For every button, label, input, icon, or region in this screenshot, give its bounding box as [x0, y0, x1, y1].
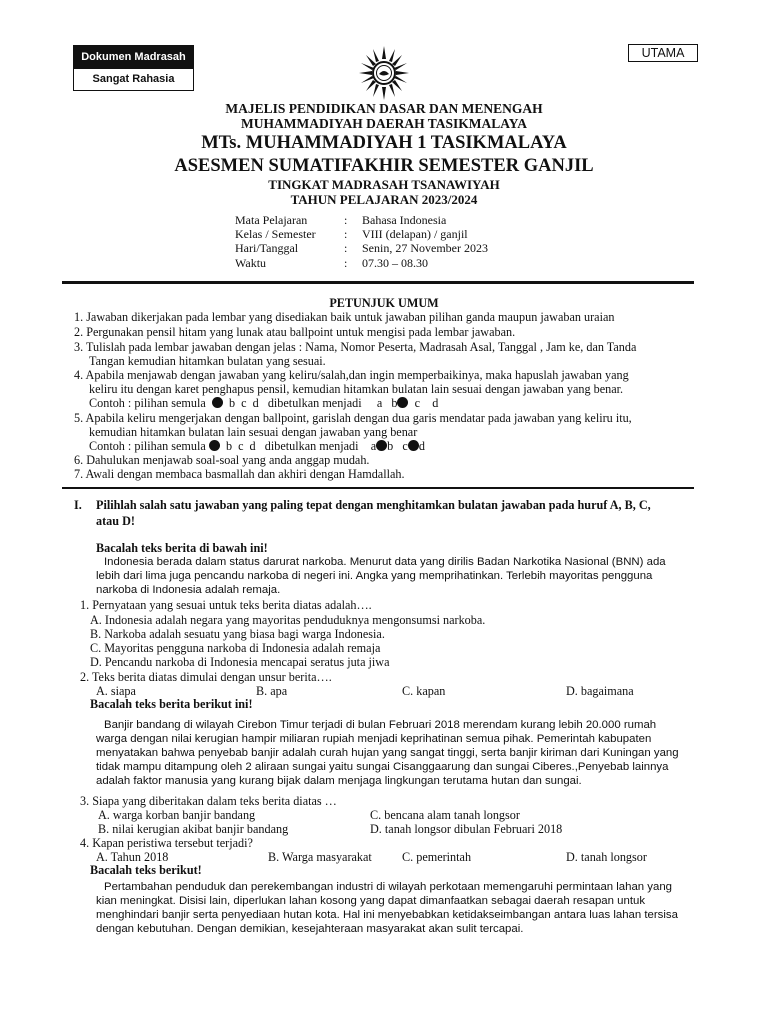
- exam-info: [235, 213, 488, 270]
- instructions-title: PETUNJUK UMUM: [329, 296, 439, 310]
- question-2: 2. Teks berita diatas dimulai dengan unsur berita….: [80, 670, 332, 684]
- option-4a[interactable]: A. Tahun 2018: [96, 850, 169, 864]
- option-1b[interactable]: B. Narkoba adalah sesuatu yang biasa bagi warga Indonesia.: [90, 627, 385, 641]
- option-3a[interactable]: A. warga korban banjir bandang: [98, 808, 256, 822]
- exam-title: ASESMEN SUMATIFAKHIR SEMESTER GANJIL: [174, 156, 594, 176]
- passage-2-line: menyatakan bahwa penyebab banjir adalah curah hujan yang sangat tinggi, serta banjir kiriman dari Kuningan yang: [96, 747, 679, 759]
- header-line1: MAJELIS PENDIDIKAN DASAR DAN MENENGAH: [225, 101, 543, 116]
- instruction-4-cont: keliru itu dengan karet penghapus pensil, kemudian hitamkan bulatan lain sesuai dengan jawaban yang benar.: [89, 382, 624, 396]
- passage-2-line: adalah faktor manusia yang kurang bijak dalam menjaga lingkungan terutama hutan dan sungai.: [96, 775, 582, 787]
- level-title: TINGKAT MADRASAH TSANAWIYAH: [268, 177, 500, 192]
- section-number: I.: [74, 498, 82, 512]
- passage-3-line: kian meningkat. Disisi lain, diperlukan lahan kosong yang dapat dimanfaatkan sebagai daerah resapan untuk: [96, 895, 646, 907]
- passage-3-line: Pertambahan penduduk dan perekembangan industri di wilayah perkotaan memengaruhi permintaan lahan yang: [104, 881, 673, 893]
- option-4b[interactable]: B. Warga masyarakat: [268, 850, 372, 864]
- instruction-3: 3. Tulislah pada lembar jawaban dengan jelas : Nama, Nomor Peserta, Madrasah Asal, Tanggal , Jam ke, dan Tanda: [74, 340, 637, 354]
- reading-prompt-3: Bacalah teks berikut!: [90, 863, 202, 877]
- passage-3-line: menghindari banjir serta penyediaan hutan kota. Hal ini menyebabkan ketidakseimbangan antara luas lahan tersisa: [96, 909, 678, 921]
- passage-2-line: Banjir bandang di wilayah Cirebon Timur terjadi di bulan Februari 2018 merendam kurang lebih 20.000 rumah: [104, 719, 657, 731]
- passage-2-line: tidak mampu ditampung oleh 2 aliraan sungai yaitu sungai Cisanggaarung dan sungai Ciberes.,Penyebab lainnya: [96, 761, 669, 773]
- instruction-7: 7. Awali dengan membaca basmallah dan akhiri dengan Hamdallah.: [74, 467, 405, 481]
- option-4d[interactable]: D. tanah longsor: [566, 850, 647, 864]
- divider: [62, 487, 694, 489]
- info-row: Kelas / Semester : VIII (delapan) / ganjil: [235, 227, 468, 242]
- instruction-6: 6. Dahulukan menjawab soal-soal yang anda anggap mudah.: [74, 453, 370, 467]
- section-instruction-cont: atau D!: [96, 514, 135, 528]
- passage-2-line: warga dengan nilai kerugian hampir miliaran rupiah menjadi keprihatinan semua pihak. Pemerintah kabupaten: [96, 733, 652, 745]
- instruction-3-cont: Tangan kemudian hitamkan bulatan yang sesuai.: [89, 354, 326, 368]
- divider: [62, 281, 694, 284]
- option-1a[interactable]: A. Indonesia adalah negara yang mayoritas penduduknya mengonsumsi narkoba.: [90, 613, 486, 627]
- option-1c[interactable]: C. Mayoritas pengguna narkoba di Indonesia adalah remaja: [90, 641, 381, 655]
- filled-bubble-icon: [408, 440, 419, 451]
- filled-bubble-icon: [376, 440, 387, 451]
- header-line2: MUHAMMADIYAH DAERAH TASIKMALAYA: [240, 116, 528, 131]
- option-2a[interactable]: A. siapa: [96, 684, 136, 698]
- question-4: 4. Kapan peristiwa tersebut terjadi?: [80, 836, 253, 850]
- option-4c[interactable]: C. pemerintah: [402, 850, 472, 864]
- reading-prompt-1: Bacalah teks berita di bawah ini!: [96, 541, 268, 555]
- filled-bubble-icon: [212, 397, 223, 408]
- filled-bubble-icon: [209, 440, 220, 451]
- option-3b[interactable]: B. nilai kerugian akibat banjir bandang: [98, 822, 289, 836]
- instruction-5-example: Contoh : pilihan semula b c d dibetulkan menjadi a b c d: [89, 439, 425, 453]
- reading-prompt-2: Bacalah teks berita berikut ini!: [90, 697, 253, 711]
- filled-bubble-icon: [397, 397, 408, 408]
- instruction-1: 1. Jawaban dikerjakan pada lembar yang disediakan baik untuk jawaban pilihan ganda maupun jawaban uraian: [74, 310, 615, 324]
- section-instruction: Pilihlah salah satu jawaban yang paling tepat dengan menghitamkan bulatan jawaban pada huruf A, B, C,: [96, 498, 651, 512]
- passage-1-line: narkoba di Indonesia adalah remaja.: [96, 584, 281, 596]
- option-2c[interactable]: C. kapan: [402, 684, 446, 698]
- instruction-4: 4. Apabila menjawab dengan jawaban yang keliru/salah,dan ingin memperbaikinya, maka hapuslah jawaban yang: [74, 368, 629, 382]
- muhammadiyah-logo-icon: [358, 45, 410, 101]
- info-row: Mata Pelajaran : Bahasa Indonesia: [235, 213, 447, 227]
- instruction-5-cont: kemudian hitamkan bulatan lain sesuai dengan jawaban yang benar: [89, 425, 418, 439]
- year-title: TAHUN PELAJARAN 2023/2024: [290, 192, 478, 207]
- school-name: MTs. MUHAMMADIYAH 1 TASIKMALAYA: [201, 133, 567, 153]
- passage-1-line: Indonesia berada dalam status darurat narkoba. Menurut data yang dirilis Badan Narkotika Nasional (BNN) ada: [104, 556, 666, 568]
- instruction-5: 5. Apabila keliru mengerjakan dengan ballpoint, garislah dengan dua garis mendatar pada jawaban yang keliru itu,: [74, 411, 632, 425]
- instruction-4-example: Contoh : pilihan semula b c d dibetulkan menjadi a b c d: [89, 396, 439, 410]
- instruction-2: 2. Pergunakan pensil hitam yang lunak atau ballpoint untuk mengisi pada lembar jawaban.: [74, 325, 516, 339]
- option-3c[interactable]: C. bencana alam tanah longsor: [370, 808, 520, 822]
- passage-1-line: lebih dari lima juga pencandu narkoba di negeri ini. Angka yang memprihatinkan. Terlebih mayoritas pengguna: [96, 570, 653, 582]
- question-1: 1. Pernyataan yang sesuai untuk teks berita diatas adalah….: [80, 598, 372, 612]
- option-2d[interactable]: D. bagaimana: [566, 684, 634, 698]
- passage-3-line: dengan kebutuhan. Dengan demikian, kesejahteraan masyarakat akan sulit tercapai.: [96, 923, 524, 935]
- option-1d[interactable]: D. Pencandu narkoba di Indonesia mencapai seratus juta jiwa: [90, 655, 390, 669]
- question-3: 3. Siapa yang diberitakan dalam teks berita diatas …: [80, 794, 337, 808]
- info-row: Waktu : 07.30 – 08.30: [235, 255, 428, 270]
- main-version-badge: UTAMA: [628, 44, 698, 62]
- info-row: Hari/Tanggal : Senin, 27 November 2023: [235, 241, 488, 256]
- option-2b[interactable]: B. apa: [256, 684, 288, 698]
- option-3d[interactable]: D. tanah longsor dibulan Februari 2018: [370, 822, 563, 836]
- document-badge: Dokumen Madrasah: [73, 45, 194, 68]
- confidential-badge: Sangat Rahasia: [73, 68, 194, 91]
